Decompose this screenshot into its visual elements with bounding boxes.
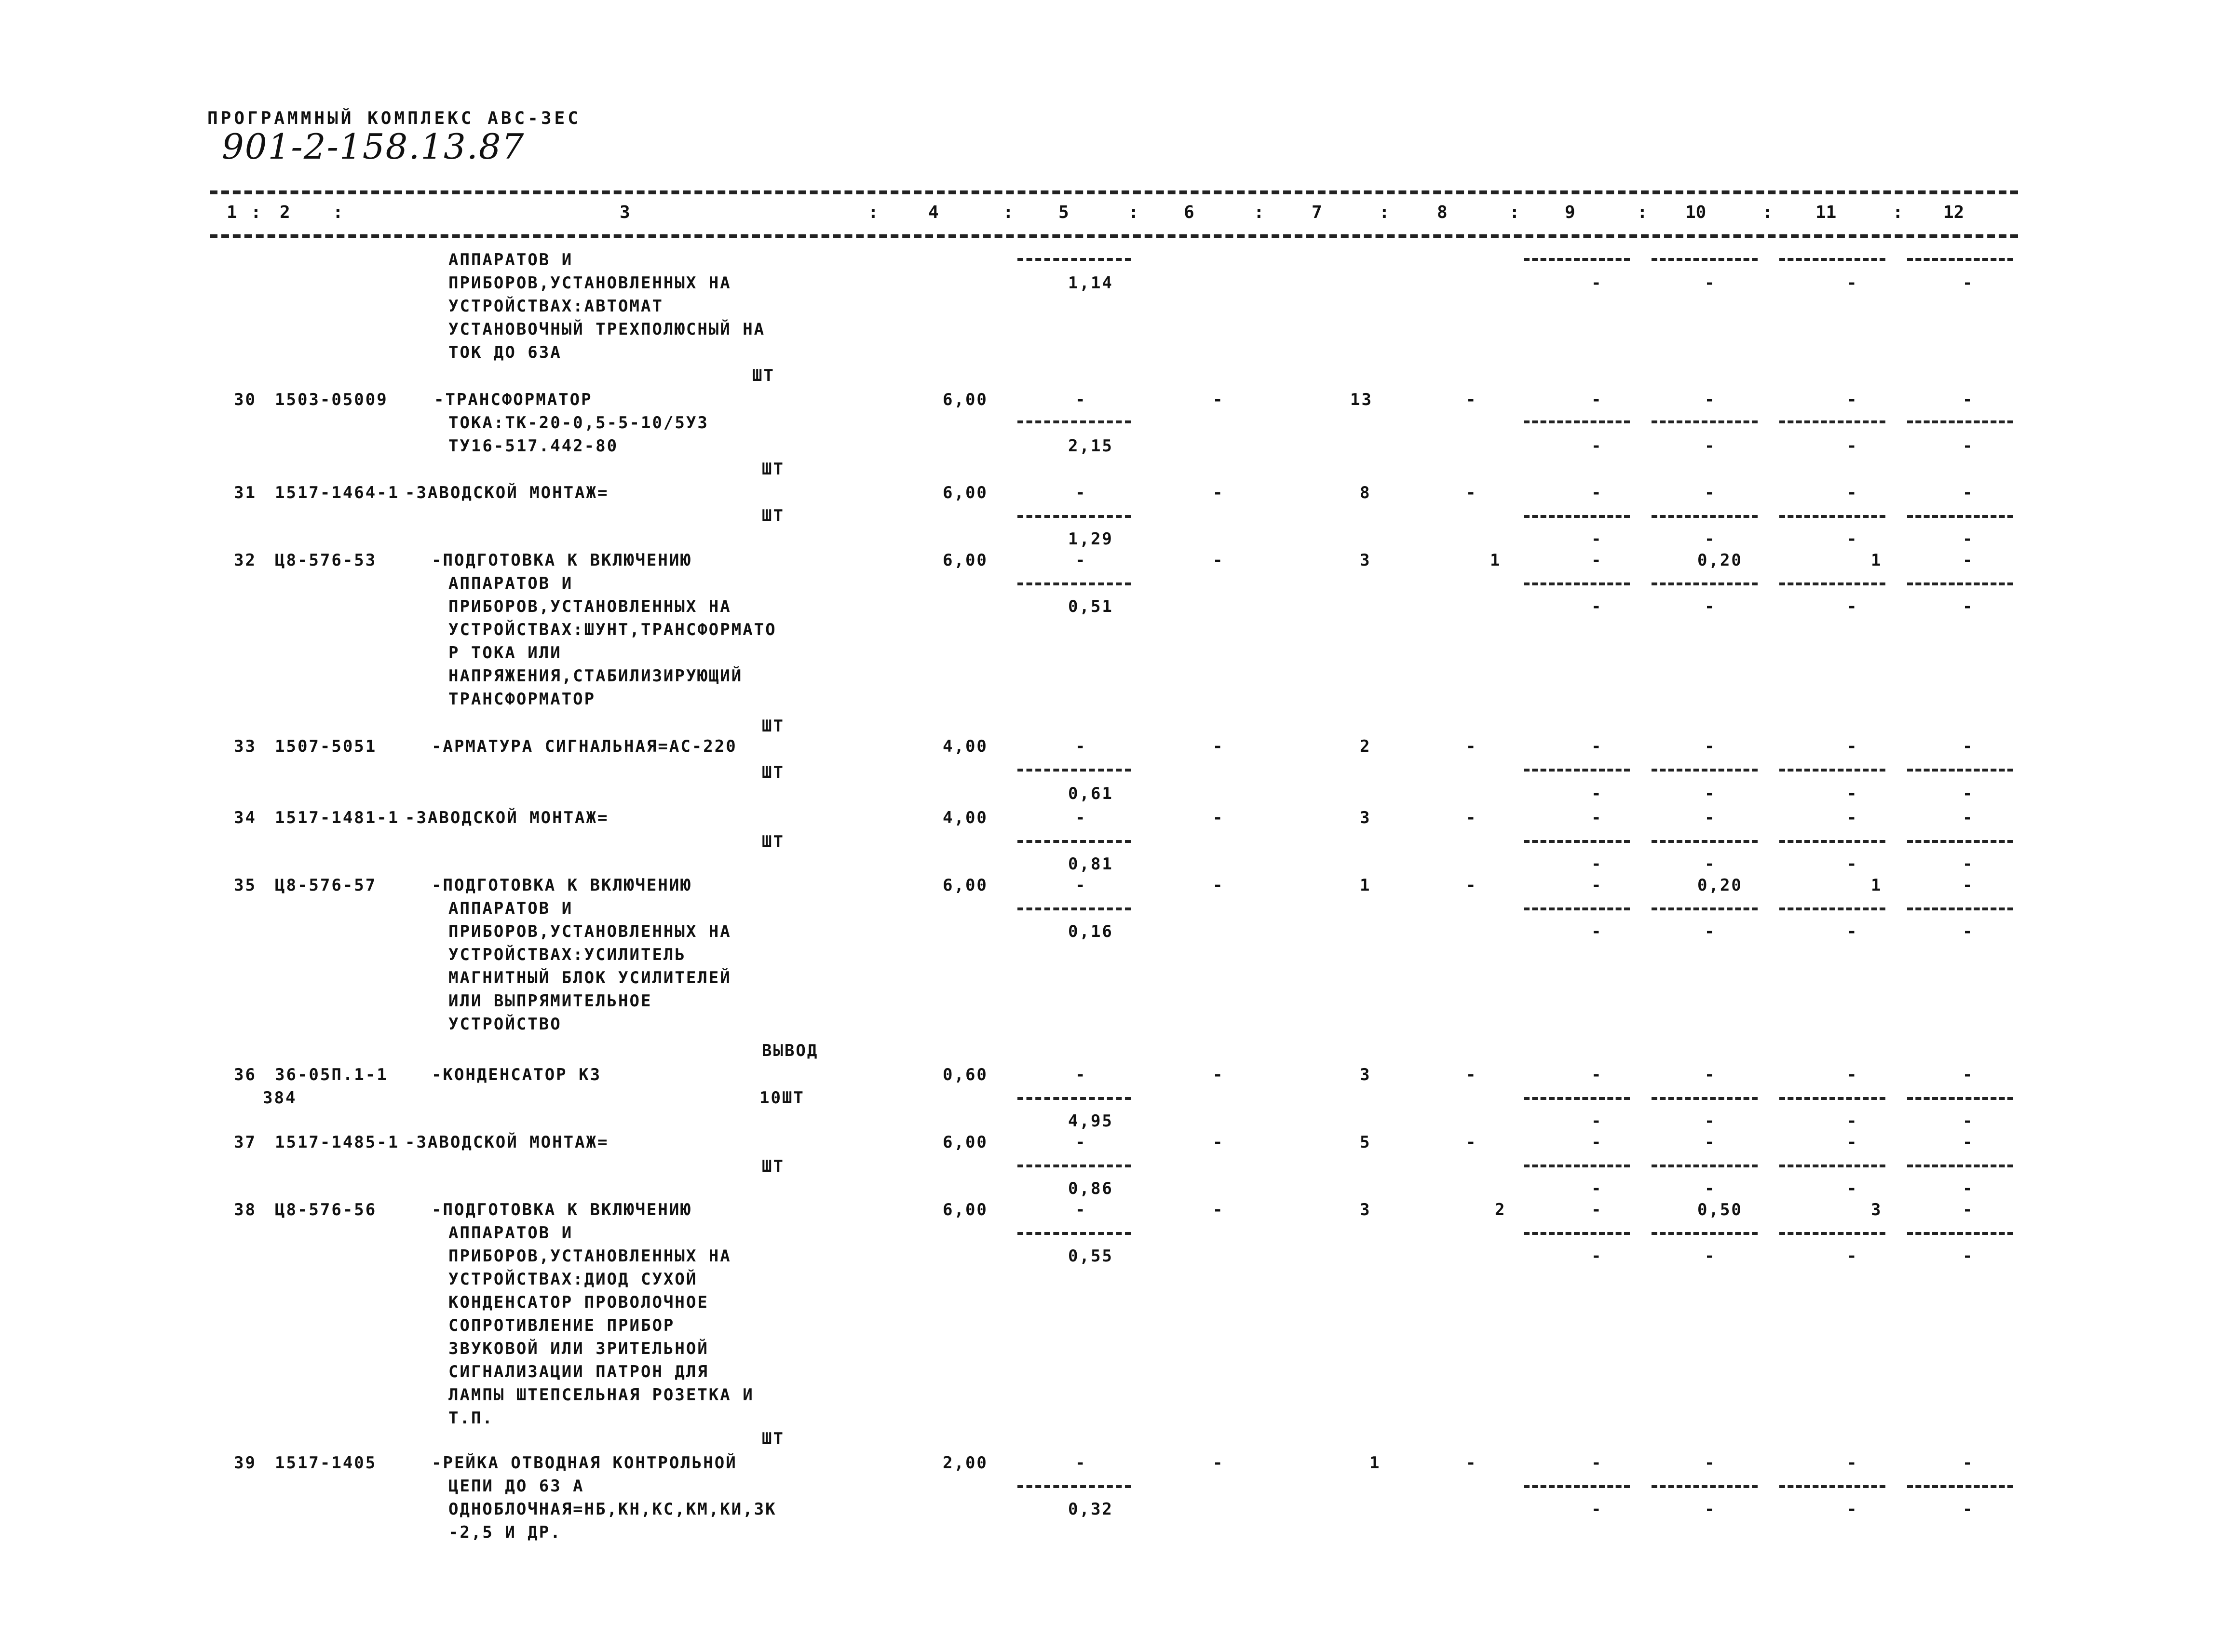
item-description: ТОК ДО 63А [448,343,562,362]
program-title: ПРОГРАММНЫЙ КОМПЛЕКС АВС-ЗЕС [207,108,581,128]
item-description: ПРИБОРОВ,УСТАНОВЛЕННЫХ НА [448,273,731,293]
col7-value: 2 [1360,737,1371,756]
col11-rule [1779,769,1885,772]
item-description: АППАРАТОВ И [448,1223,573,1243]
col9-value: - [1591,436,1603,456]
col7-value: 3 [1360,551,1371,570]
col12-rule [1907,258,2013,261]
col10-rule [1652,420,1758,423]
col12-value: - [1963,922,1974,941]
item-unit: ШТ [752,366,775,385]
col12-value: - [1963,784,1974,803]
item-description: УСТРОЙСТВАХ:ДИОД СУХОЙ [448,1270,698,1289]
item-code: Ц8-576-53 [275,551,377,570]
col8-value: 1 [1490,551,1502,570]
col5-rule [1017,769,1131,772]
col9-value: - [1591,390,1603,409]
col11-value: - [1847,436,1858,456]
col12-rule [1907,907,2013,910]
col12-value: - [1963,1179,1974,1198]
col12-value: - [1963,551,1974,570]
item-description: -КОНДЕНСАТОР КЗ [432,1065,602,1084]
col12-value: - [1963,876,1974,895]
col12-value: - [1963,390,1974,409]
item-code: 1517-1485-1 [275,1133,400,1152]
col10-value: - [1705,808,1716,827]
item-unit: ШТ [762,460,785,479]
col10-value: - [1705,922,1716,941]
item-quantity: 6,00 [943,1200,988,1219]
col10-value: - [1705,854,1716,874]
item-description: АППАРАТОВ И [448,899,573,918]
col10-value: 0,20 [1697,876,1743,895]
col11-value: - [1847,1111,1858,1131]
col6-value: - [1213,1065,1224,1084]
col5-value: 1,14 [1068,273,1113,293]
col10-rule [1652,840,1758,843]
item-code: 1507-5051 [275,737,377,756]
col-sep: : [1379,203,1390,222]
col5-value: 0,16 [1068,922,1113,941]
col10-value: - [1705,1500,1716,1519]
col9-value: - [1591,483,1603,502]
col5-value: 1,29 [1068,529,1113,549]
item-number: 34 [234,808,257,827]
col-sep: : [1128,203,1139,222]
col11-value: - [1847,784,1858,803]
item-code: 36-05П.1-1 [275,1065,388,1084]
col-4: 4 [928,203,939,222]
col9-value: - [1591,597,1603,616]
col10-value: - [1705,436,1716,456]
col-sep: : [868,203,879,222]
col5-rule [1017,258,1131,261]
col11-value: - [1847,1133,1858,1152]
col11-value: - [1847,273,1858,293]
header-rule-top [210,190,2018,194]
col11-rule [1779,840,1885,843]
col11-value: 1 [1871,876,1882,895]
col5-value: 0,32 [1068,1500,1113,1519]
col8-value: - [1466,808,1477,827]
col11-value: - [1847,529,1858,549]
col10-value: - [1705,784,1716,803]
col9-rule [1524,1232,1630,1235]
col5-rule [1017,1232,1131,1235]
col10-rule [1652,1165,1758,1167]
col12-value: - [1963,436,1974,456]
col-1: 1 [227,203,237,222]
col5-rule [1017,1165,1131,1167]
col9-value: - [1591,876,1603,895]
item-code: 1517-1481-1 [275,808,400,827]
col10-rule [1652,258,1758,261]
col-9: 9 [1565,203,1575,222]
col-10: 10 [1685,203,1706,222]
col5-value: 0,55 [1068,1246,1113,1266]
col11-rule [1779,1485,1885,1488]
col11-rule [1779,1232,1885,1235]
col12-value: - [1963,1133,1974,1152]
item-description: АППАРАТОВ И [448,574,573,593]
col10-rule [1652,515,1758,518]
item-description: -РЕЙКА ОТВОДНАЯ КОНТРОЛЬНОЙ [432,1453,737,1473]
col8-value: - [1466,1065,1477,1084]
item-description: УСТАНОВОЧНЫЙ ТРЕХПОЛЮСНЫЙ НА [448,320,766,339]
col10-value: - [1705,529,1716,549]
col11-rule [1779,515,1885,518]
item-number: 31 [234,483,257,502]
col-2: 2 [280,203,290,222]
col8-value: 2 [1495,1200,1506,1219]
col5-value: - [1075,390,1087,409]
col10-value: - [1705,1133,1716,1152]
col10-value: - [1705,1065,1716,1084]
item-quantity: 6,00 [943,551,988,570]
col5-value: - [1075,1200,1087,1219]
col9-value: - [1591,737,1603,756]
col12-rule [1907,1097,2013,1100]
col12-value: - [1963,737,1974,756]
col12-value: - [1963,1065,1974,1084]
col12-value: - [1963,483,1974,502]
item-unit: ШТ [762,506,785,526]
item-number: 37 [234,1133,257,1152]
col12-value: - [1963,808,1974,827]
item-number: 38 [234,1200,257,1219]
col11-value: 1 [1871,551,1882,570]
col11-value: - [1847,1500,1858,1519]
item-description: ТУ16-517.442-80 [448,436,619,456]
col5-value: 0,61 [1068,784,1113,803]
col9-value: - [1591,808,1603,827]
item-description: -ПОДГОТОВКА К ВКЛЮЧЕНИЮ [432,1200,692,1219]
col11-value: - [1847,1453,1858,1473]
col5-value: 0,81 [1068,854,1113,874]
item-unit: ШТ [762,832,785,852]
item-unit: ШТ [762,1429,785,1449]
item-description: ТОКА:ТК-20-0,5-5-10/5У3 [448,413,709,433]
col5-rule [1017,420,1131,423]
col11-value: 3 [1871,1200,1882,1219]
col11-value: - [1847,597,1858,616]
item-number: 32 [234,551,257,570]
col9-value: - [1591,1246,1603,1266]
item-description: -ПОДГОТОВКА К ВКЛЮЧЕНИЮ [432,551,692,570]
col10-rule [1652,907,1758,910]
col9-rule [1524,1165,1630,1167]
col10-value: 0,20 [1697,551,1743,570]
col6-value: - [1213,1453,1224,1473]
col10-rule [1652,769,1758,772]
item-description: АППАРАТОВ И [448,250,573,270]
col7-value: 3 [1360,808,1371,827]
col7-value: 3 [1360,1065,1371,1084]
col11-value: - [1847,737,1858,756]
col9-value: - [1591,551,1603,570]
col9-rule [1524,1485,1630,1488]
col9-value: - [1591,1500,1603,1519]
col10-rule [1652,582,1758,585]
col-sep: : [1003,203,1014,222]
item-number: 35 [234,876,257,895]
col9-rule [1524,769,1630,772]
col11-rule [1779,1165,1885,1167]
col5-rule [1017,515,1131,518]
col12-value: - [1963,854,1974,874]
col9-value: - [1591,1133,1603,1152]
item-code: 1503-05009 [275,390,388,409]
col-sep: : [1254,203,1264,222]
col5-value: - [1075,1453,1087,1473]
col9-value: - [1591,529,1603,549]
item-code: Ц8-576-57 [275,876,377,895]
col6-value: - [1213,876,1224,895]
col7-value: 1 [1369,1453,1381,1473]
item-quantity: 2,00 [943,1453,988,1473]
col9-rule [1524,907,1630,910]
col9-rule [1524,840,1630,843]
col6-value: - [1213,1133,1224,1152]
item-description: -ЗАВОДСКОЙ МОНТАЖ= [405,808,609,827]
col-6: 6 [1184,203,1194,222]
col7-value: 5 [1360,1133,1371,1152]
col10-rule [1652,1097,1758,1100]
item-description: УСТРОЙСТВАХ:ШУНТ,ТРАНСФОРМАТО [448,620,777,639]
item-quantity: 6,00 [943,390,988,409]
col10-value: - [1705,483,1716,502]
item-description: -2,5 И ДР. [448,1523,562,1542]
col11-rule [1779,582,1885,585]
item-unit: ШТ [762,717,785,736]
col5-rule [1017,907,1131,910]
col11-value: - [1847,483,1858,502]
col5-value: - [1075,483,1087,502]
col5-value: - [1075,808,1087,827]
col9-value: - [1591,922,1603,941]
col6-value: - [1213,1200,1224,1219]
item-description: УСТРОЙСТВАХ:УСИЛИТЕЛЬ [448,945,686,964]
col9-rule [1524,515,1630,518]
item-description: ЗВУКОВОЙ ИЛИ ЗРИТЕЛЬНОЙ [448,1339,709,1358]
col6-value: - [1213,737,1224,756]
item-quantity: 6,00 [943,876,988,895]
col10-value: 0,50 [1697,1200,1743,1219]
item-unit: ШТ [762,763,785,782]
col12-rule [1907,769,2013,772]
col10-value: - [1705,390,1716,409]
item-number: 30 [234,390,257,409]
col11-value: - [1847,854,1858,874]
item-description: -ТРАНСФОРМАТОР [434,390,593,409]
col5-value: - [1075,551,1087,570]
item-description: ПРИБОРОВ,УСТАНОВЛЕННЫХ НА [448,922,731,941]
item-description: МАГНИТНЫЙ БЛОК УСИЛИТЕЛЕЙ [448,968,731,988]
item-number: 39 [234,1453,257,1473]
col9-value: - [1591,1453,1603,1473]
item-quantity: 6,00 [943,1133,988,1152]
col12-value: - [1963,597,1974,616]
col11-value: - [1847,1065,1858,1084]
col6-value: - [1213,483,1224,502]
col8-value: - [1466,876,1477,895]
col9-rule [1524,420,1630,423]
col9-value: - [1591,854,1603,874]
col11-rule [1779,1097,1885,1100]
col9-value: - [1591,1179,1603,1198]
col5-rule [1017,1485,1131,1488]
col-7: 7 [1312,203,1322,222]
col11-value: - [1847,808,1858,827]
col10-value: - [1705,737,1716,756]
item-unit: ВЫВОД [762,1041,819,1060]
col10-value: - [1705,273,1716,293]
col12-rule [1907,1232,2013,1235]
col12-rule [1907,420,2013,423]
col11-value: - [1847,922,1858,941]
col5-rule [1017,582,1131,585]
col5-rule [1017,840,1131,843]
col9-value: - [1591,1111,1603,1131]
col6-value: - [1213,390,1224,409]
col5-value: - [1075,737,1087,756]
col12-value: - [1963,1453,1974,1473]
col-sep: : [1762,203,1773,222]
item-description: ПРИБОРОВ,УСТАНОВЛЕННЫХ НА [448,1246,731,1266]
item-description: Р ТОКА ИЛИ [448,643,562,663]
col8-value: - [1466,483,1477,502]
col12-value: - [1963,529,1974,549]
item-description: УСТРОЙСТВО [448,1015,562,1034]
col11-value: - [1847,390,1858,409]
col12-value: - [1963,1111,1974,1131]
col12-rule [1907,515,2013,518]
col8-value: - [1466,390,1477,409]
item-number: 33 [234,737,257,756]
col-12: 12 [1943,203,1964,222]
item-unit: 10ШТ [759,1088,805,1108]
col10-rule [1652,1232,1758,1235]
col5-rule [1017,1097,1131,1100]
col-sep: : [1509,203,1520,222]
item-number: 36 [234,1065,257,1084]
col-3: 3 [620,203,630,222]
item-description: ЦЕПИ ДО 63 А [448,1476,584,1496]
col-8: 8 [1437,203,1448,222]
item-description: -АРМАТУРА СИГНАЛЬНАЯ=АС-220 [432,737,737,756]
col8-value: - [1466,1133,1477,1152]
col-sep: : [1637,203,1648,222]
col9-rule [1524,258,1630,261]
col7-value: 8 [1360,483,1371,502]
col10-value: - [1705,1453,1716,1473]
col-sep: : [1893,203,1903,222]
col9-value: - [1591,273,1603,293]
col10-value: - [1705,1246,1716,1266]
item-quantity: 4,00 [943,808,988,827]
col12-value: - [1963,1246,1974,1266]
item-description: Т.П. [448,1408,494,1428]
item-description: -ЗАВОДСКОЙ МОНТАЖ= [405,483,609,502]
col-sep: : [251,203,261,222]
col10-value: - [1705,597,1716,616]
col6-value: - [1213,808,1224,827]
item-description: ОДНОБЛОЧНАЯ=НБ,КН,КС,КМ,КИ,ЗК [448,1500,777,1519]
col5-value: 4,95 [1068,1111,1113,1131]
col11-value: - [1847,1179,1858,1198]
col10-value: - [1705,1179,1716,1198]
col12-rule [1907,1485,2013,1488]
col7-value: 3 [1360,1200,1371,1219]
col11-rule [1779,907,1885,910]
col5-value: 2,15 [1068,436,1113,456]
col5-value: - [1075,1133,1087,1152]
item-code: 1517-1405 [275,1453,377,1473]
col10-value: - [1705,1111,1716,1131]
col8-value: - [1466,1453,1477,1473]
item-description: -ПОДГОТОВКА К ВКЛЮЧЕНИЮ [432,876,692,895]
col5-value: 0,86 [1068,1179,1113,1198]
item-code-continuation: 384 [263,1088,297,1108]
item-description: ЛАМПЫ ШТЕПСЕЛЬНАЯ РОЗЕТКА И [448,1385,754,1405]
col9-value: - [1591,1200,1603,1219]
col11-rule [1779,420,1885,423]
item-description: СОПРОТИВЛЕНИЕ ПРИБОР [448,1316,675,1335]
item-code: Ц8-576-56 [275,1200,377,1219]
item-description: УСТРОЙСТВАХ:АВТОМАТ [448,297,664,316]
col5-value: 0,51 [1068,597,1113,616]
item-code: 1517-1464-1 [275,483,400,502]
col11-rule [1779,258,1885,261]
item-description: ИЛИ ВЫПРЯМИТЕЛЬНОЕ [448,991,652,1011]
col10-rule [1652,1485,1758,1488]
col8-value: - [1466,737,1477,756]
col9-rule [1524,582,1630,585]
col12-rule [1907,1165,2013,1167]
col7-value: 13 [1350,390,1373,409]
col9-value: - [1591,784,1603,803]
item-description: КОНДЕНСАТОР ПРОВОЛОЧНОЕ [448,1293,709,1312]
item-description: СИГНАЛИЗАЦИИ ПАТРОН ДЛЯ [448,1362,709,1381]
col-11: 11 [1815,203,1837,222]
col11-value: - [1847,1246,1858,1266]
col9-value: - [1591,1065,1603,1084]
col7-value: 1 [1360,876,1371,895]
item-description: ПРИБОРОВ,УСТАНОВЛЕННЫХ НА [448,597,731,616]
col-sep: : [333,203,343,222]
col12-rule [1907,840,2013,843]
item-description: НАПРЯЖЕНИЯ,СТАБИЛИЗИРУЮЩИЙ [448,666,743,686]
col12-value: - [1963,273,1974,293]
col12-value: - [1963,1500,1974,1519]
item-unit: ШТ [762,1157,785,1176]
col5-value: - [1075,876,1087,895]
col12-value: - [1963,1200,1974,1219]
col5-value: - [1075,1065,1087,1084]
item-quantity: 0,60 [943,1065,988,1084]
item-quantity: 4,00 [943,737,988,756]
col12-rule [1907,582,2013,585]
item-quantity: 6,00 [943,483,988,502]
item-description: ТРАНСФОРМАТОР [448,690,596,709]
col9-rule [1524,1097,1630,1100]
col6-value: - [1213,551,1224,570]
document-code: 901-2-158.13.87 [222,126,525,167]
item-description: -ЗАВОДСКОЙ МОНТАЖ= [405,1133,609,1152]
header-rule-bottom [210,234,2018,238]
col-5: 5 [1058,203,1069,222]
